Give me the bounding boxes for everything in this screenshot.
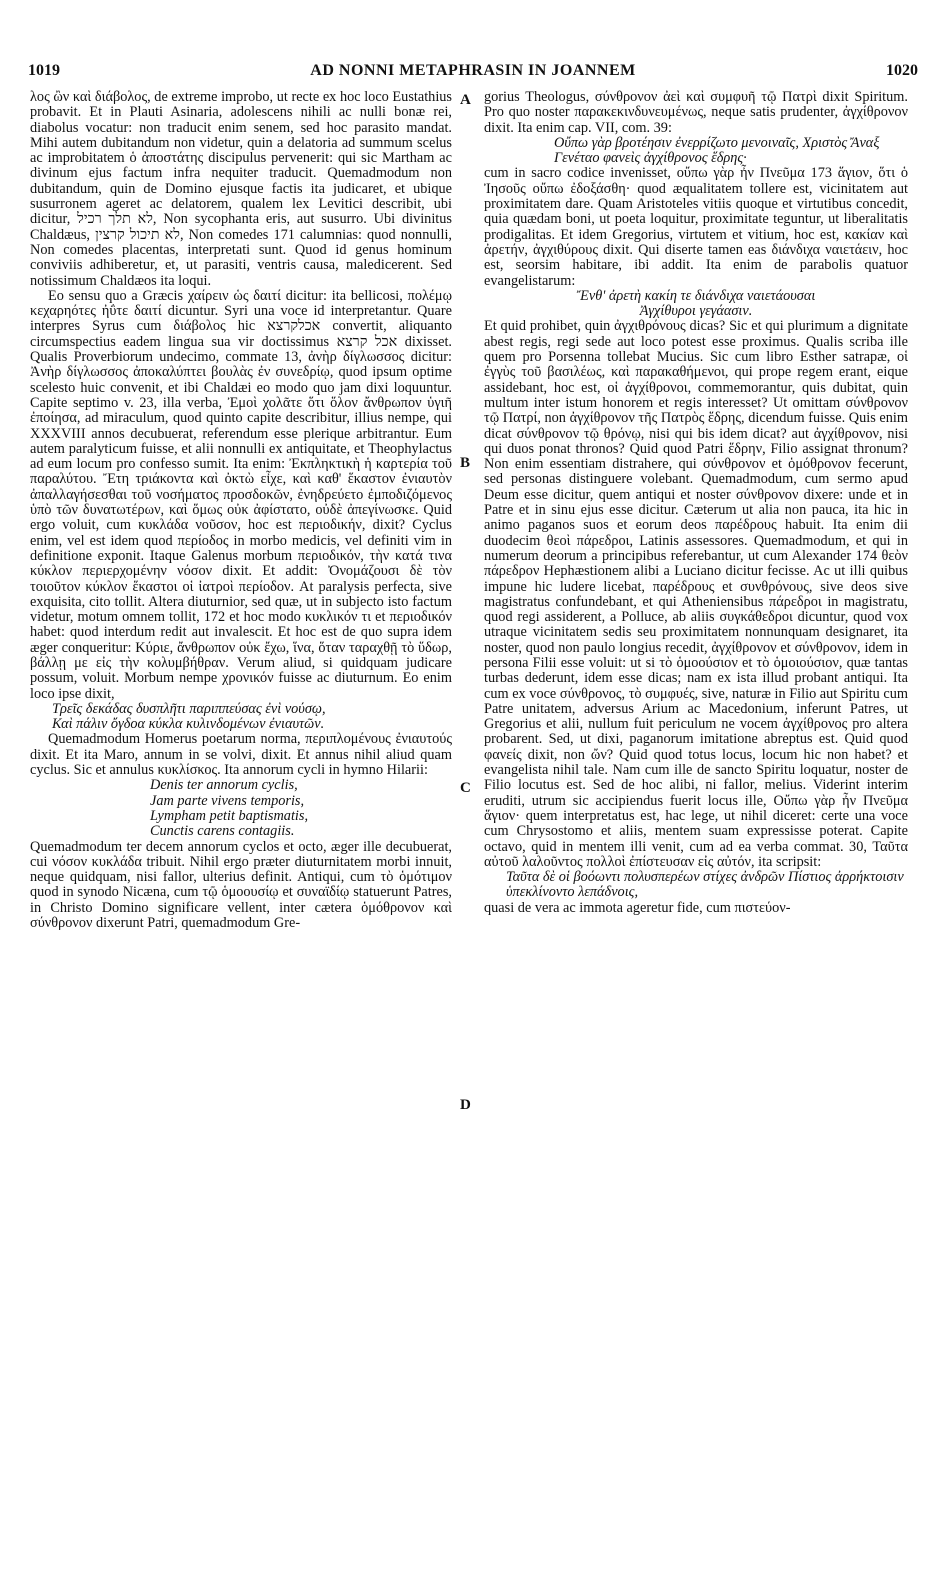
paragraph: gorius Theologus, σύνθρονον ἀεὶ καὶ συμφυῆ τῷ Πατρὶ dixit Spiritum. Pro quo noster παρακεκινδυνευμένως, neque satis prudenter, ἀγχίθρονον dixit. Ita enim cap. VII, com. 39: [484, 89, 908, 136]
verse-line: Ἔνθ' ἀρετὴ κακίη τε διάνδιχα ναιετάουσαι [576, 287, 816, 304]
paragraph: quasi de vera ac immota ageretur fide, cum πιστεύον- [484, 899, 791, 916]
left-column [30, 90, 452, 931]
margin-letter-a: A [460, 92, 471, 108]
running-title: AD NONNI METAPHRASIN IN JOANNEM [310, 62, 636, 79]
margin-letter-c: C [460, 780, 471, 796]
verse-line: Τρεῖς δεκάδας δυσπλῆτι παριππεύσας ἐνὶ νούσῳ, [52, 700, 326, 717]
margin-letter-b: B [460, 455, 471, 471]
paragraph: λος ὢν καὶ διάβολος, de extreme improbo, ut recte ex hoc loco Eustathius probavit. Et in Plauti Asinaria, adolescens nihili ac nulli bonæ rei, diabolus vocatur: non traducit enim senem, sed hoc parasito mandat. Mihi autem dubitandum non videtur, quin a delatoria ad summum scelus ac improbitatem ὁ ἀποστάτης discipulus pervenerit: qui sic Martham ac divinum ejus factum infra nequiter traducit. Quemadmodum non dubitandum, quin de Domino ejusque factis ita judicaret, et ubique susurronem ageret ac delatorem, qualem lex Levitici describit, ubi dicitur, לא תלך רכיל, Non sycophanta eris, aut susurro. Ubi divinitus Chaldæus, לא תיכול קרצין, Non comedes 171 calumnias: quod nonnulli, Non comedes placentas, interpretati sunt. Quod id genus hominum conviviis adhiberetur, et, ut parasiti, ventris causa, maledicerent. Sed notissimum Chaldæos ita loqui. [30, 89, 452, 289]
paragraph: Quemadmodum ter decem annorum cyclos et octo, æger ille decubuerat, cui νόσον κυκλάδα tribuit. Nihil ergo præter diuturnitatem morbi innuit, neque quidquam, nisi fallor, ulterius definit. Antiqui, cum τὸ ὁμότιμον quod in synodo Nicæna, cum τῷ ὁμοουσίῳ et συναϊδίῳ statuerunt Patres, in Christo Domino significare vellent, inter cætera ὁμόθρονον καὶ σύνθρονον dixerunt Patri, quemadmodum Gre- [30, 838, 452, 932]
right-column [484, 90, 908, 916]
hymn-line: Denis ter annorum cyclis, [150, 777, 298, 794]
hymn-line: Cunctis carens contagiis. [150, 823, 295, 840]
running-header [28, 62, 918, 86]
verse-quote: Οὔπω γὰρ βροτέησιν ἐνερρίζωτο μενοιναῖς, Χριστὸς Ἄναξ Γενέταο φανεὶς ἀγχίθρονος ἕδρης· [554, 134, 880, 167]
page-number-left: 1019 [28, 62, 60, 79]
paragraph: cum in sacro codice invenisset, οὔπω γὰρ ἦν Πνεῦμα 173 ἅγιον, ὅτι ὁ Ἰησοῦς οὔπω ἐδοξάσθη· quod æqualitatem tollere est, vicinitatem aut proximitatem dare. Quam Aristoteles vitiis quoque et virtutibus concedit, quia quædam boni, ut poeta loquitur, proximitate teguntur, ut liberalitatis prodigalitas. Et idem Gregorius, virtutem et vitium, hoc est, κακίαν καὶ ἀρετήν, ἀγχιθύρους dixit. Qui diserte tamen eas διάνδιχα ναιετάειν, hoc est, seorsim habitare, ibi addit. Ita enim de parabolis quatuor evangelistarum: [484, 165, 908, 289]
verse-line: Ἀγχίθυροι γεγάασιν. [639, 303, 753, 320]
hymn-line: Jam parte vivens temporis, [150, 792, 305, 809]
hymn-line: Lympham petit baptismatis, [150, 807, 309, 824]
paragraph: Quemadmodum Homerus poetarum norma, περιπλομένους ἐνιαυτούς dixit. Et ita Maro, annum in se volvi, dixit. Et annus nihil aliud quam cyclus. Sic et annulus κυκλίσκος. Ita annorum cycli in hymno Hilarii: [30, 731, 452, 779]
margin-letter-d: D [460, 1097, 471, 1113]
paragraph: Eo sensu quo a Græcis χαίρειν ὡς δαιτί dicitur: ita bellicosi, πολέμῳ κεχαρηότες ἠΰτε δαιτί dicuntur. Syri una voce id interpretantur. Quare interpres Syrus cum διάβολος hic אכלקרצא convertit, aliquanto circumspectius eadem lingua sua vir doctissimus אכל קרצא dixisset. Qualis Proverbiorum undecimo, commate 13, ἀνὴρ δίγλωσσος dicitur: Ἀνὴρ δίγλωσσος ἀποκαλύπτει βουλὰς ἐν συνεδρίῳ, quod ipsum optime scelesto huic convenit, et ibi Chaldæi eo modo quo jam dixi loquuntur. Capite septimo v. 23, illa verba, Ἐμοὶ χολᾶτε ὅτι ὅλον ἄνθρωπον ὑγιῆ ἐποίησα, ad miraculum, quod quinto capite describitur, illius nempe, qui XXXVIII annos decubuerat, referendum esse plerique arbitrantur. Eum autem paralyticum fuisse, et alii nonnulli ex antiquitate, et Theophylactus ad eum locum pro confesso sumit. Ita enim: Ἐκπληκτικὴ ἡ καρτερία τοῦ παραλύτου. Ἔτη τριάκοντα καὶ ὀκτὼ εἶχε, καὶ καθ' ἕκαστον ἐνιαυτὸν ἀπαλλαγήσεσθαι τοῦ νοσήματος προσδοκῶν, ἐνηδρεύετο ἐμποδιζόμενος ὑπὸ τῶν δυνατωτέρων, καὶ ὅμως οὐκ ἀφίστατο, οὐδὲ ἀπεγίνωσκε. Quid ergo voluit, cum κυκλάδα νοῦσον, hoc est περιοδικήν, dixit? Cyclus enim, vel est idem quod περίοδος in morbo medicis, vel definiti vim in definitione exponit. Itaque Galenus morbum περιοδικόν, τὴν κατά τινα κύκλον περιερχομένην νόσον dixit. Et addit: Ὀνομάζουσι δὲ τὸν τοιοῦτον κύκλον ἕκαστοι οἱ ἰατροὶ περίοδον. At paralysis perfecta, sive exquisita, cito tollit. Altera diuturnior, sed quæ, ut in subjecto isto factum videtur, motum omnem tollit, 172 et hoc modo κυκλικόν τι et περιοδικόν habet: quod interdum redit aut invalescit. Et hoc est de quo supra idem æger conqueritur: Κύριε, ἄνθρωπον οὐκ ἔχω, ἵνα, ὅταν ταραχθῇ τὸ ὕδωρ, βάλλῃ με εἰς τὴν κολυμβήθραν. Verum aliud, si quidquam judicare possum, voluit. Morbum nempe χρονικόν fuisse ac diuturnum. Eo enim loco ipse dixit, [30, 287, 452, 702]
paragraph: Et quid prohibet, quin ἀγχιθρόνους dicas? Sic et qui plurimum a dignitate abest regis, regi sede aut loco potest esse proximus. Qualis scriba ille quem pro Porsenna tollebat Mucius. Sic cum libro Esther satrapæ, οἱ ἐγγὺς τοῦ βασιλέως, καὶ παρακαθήμενοι, qui prope regem erant, eique assidebant, hoc est, οἱ ἀγχίθρονοι, commemorantur, quis dubitat, quin multum inter istum honorem et regis interesset? Ut omittam σύνθρονον τῷ Πατρί, non ἀγχίθρονον τῆς Πατρὸς ἕδρης, dicendum fuisse. Quis enim dicat σύνθρονον τῷ θρόνῳ, nisi qui bis idem dicat? aut ἀγχίθρονον, nisi qui duos ponat thronos? Quid quod Patri ἕδρην, Filio assignat thronum? Non enim essentiam distrahere, qui σύνθρονον et ὁμόθρονον fecerunt, sed personas distinguere volebant. Quemadmodum, cum sermo apud Deum esse dicitur, quem antiqui et noster σύνθρονον dixere: unde et in Patre et in sinu ejus esse dicitur. Cæterum ut alia non pauca, ita hic in animo paganos suos et eorum deos παρέδρους habuit. Ita enim dii duodecim θεοὶ πάρεδροι, Latinis assessores. Quemadmodum, et qui in numerum deorum a principibus referebantur, ut cum Alexander 174 θεὸν πάρεδρον Hephæstionem alibi a Luciano dicitur fecisse. Ac ut illi quibus impune hic ludere licebat, παρέδρους et συνθρόνους, sive deos sive magistratus confundebant, et qui Atheniensibus πάρεδροι in magistratu, quod regi assiderent, a Polluce, ab aliis συγκάθεδροι dicuntur, quod vox utraque vicinitatem sedis seu proximitatem nonnunquam designaret, ita noster, quod non paulo longius recedit, ἀγχίθρονον et σύνθρονον, idem in persona Filii esse voluit: ut si τὸ ὁμοούσιον et τὸ ὁμοιούσιον, quæ tantas turbas dederunt, idem esse dicas; nam ex ista illud probant antiqui. Ita cum ex voce σύνθρονος, τὸ συμφυές, sive, naturæ in Filio aut Spiritu cum Patre unitatem, adversus Arium ac Macedonium, inferunt Patres, ut Gregorius et alii, nullum fuit periculum ne vocem ἀγχίθρονος pro altera probarent. Sed, ut dixi, paganorum imitatione abreptus est. Quid quod φανείς dixit, non ὤν? Quid quod totus locus, locum hic non habet? et evangelista nihil tale. Nam cum ille de sancto Spiritu loquatur, noster de Filio locutus est. Sed de hoc alibi, ni fallor, melius. Viderint interim eruditi, utrum sic accipiendus fuerit locus ille, Οὔπω γὰρ ἦν Πνεῦμα ἅγιον· quem interpretatus est, hac lege, ut nihil diceret: certe una voce cum Chrysostomo et aliis, mentem suam expressisse poterat. Capite octavo, quid in mentem illi venit, cum ad ea verba commat. 30, Ταῦτα αὐτοῦ λαλοῦντος πολλοὶ ἐπίστευσαν εἰς αὐτόν, ita scripsit: [484, 318, 908, 870]
verse-quote: Ταῦτα δὲ οἱ βοόωντι πολυσπερέων στίχες ἀνδρῶν Πίστιος ἀρρήκτοισιν ὑπεκλίνοντο λεπάδνοις, [506, 869, 904, 901]
verse-line: Καὶ πάλιν ὄγδοα κύκλα κυλινδομένων ἐνιαυτῶν. [52, 716, 325, 733]
page-number-right: 1020 [886, 62, 918, 79]
